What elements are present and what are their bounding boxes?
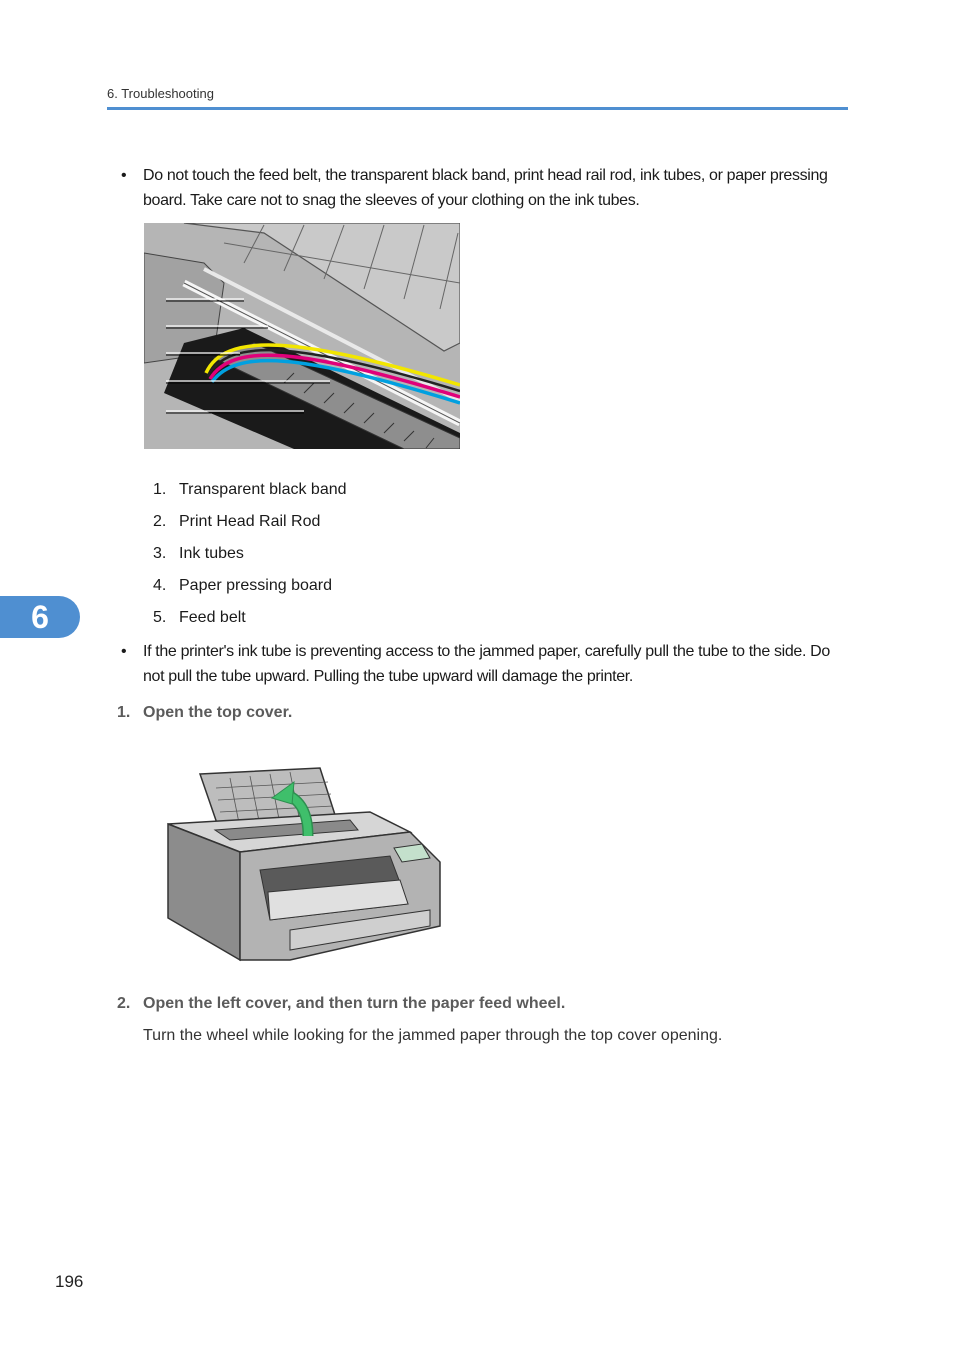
list-number: 4. (153, 577, 167, 594)
list-item (153, 574, 347, 606)
list-number: 2. (153, 513, 167, 530)
bullet-marker: • (121, 643, 127, 660)
chapter-tab: 6 (0, 596, 80, 638)
step-1-title (117, 704, 292, 722)
warning-text-feed-belt: Do not touch the feed belt, the transparent black band, print head rail rod, ink tubes, or paper pressing board. Take care not to snag the sleeves of your clothing on the ink tubes. (143, 167, 828, 209)
step-title-text: Open the top cover. (143, 704, 293, 721)
printer-top-cover-open-illustration (160, 762, 450, 967)
warning-text-ink-tube: If the printer's ink tube is preventing access to the jammed paper, carefully pull the tube to the side. Do not pull the tube upward. Pulling the tube upward will damage the printer. (143, 643, 830, 685)
list-item (153, 478, 347, 510)
page-number: 196 (55, 1272, 84, 1291)
running-header: 6. Troubleshooting (107, 86, 214, 101)
part-label: Transparent black band (179, 481, 347, 498)
step-title-text: Open the left cover, and then turn the paper feed wheel. (143, 995, 566, 1012)
printer-interior-illustration (144, 223, 460, 449)
step-number: 2. (117, 995, 131, 1012)
list-number: 3. (153, 545, 167, 562)
step-2-description: Turn the wheel while looking for the jammed paper through the top cover opening. (143, 1027, 723, 1044)
parts-list (153, 478, 347, 638)
bullet-marker: • (121, 167, 127, 184)
list-item (153, 510, 347, 542)
part-label: Ink tubes (179, 545, 244, 562)
list-number: 5. (153, 609, 167, 626)
step-number: 1. (117, 704, 131, 721)
step-2-title (117, 995, 565, 1013)
list-number: 1. (153, 481, 167, 498)
list-item (153, 606, 347, 638)
list-item (153, 542, 347, 574)
part-label: Feed belt (179, 609, 246, 626)
part-label: Print Head Rail Rod (179, 513, 321, 530)
header-rule (107, 107, 848, 110)
part-label: Paper pressing board (179, 577, 332, 594)
